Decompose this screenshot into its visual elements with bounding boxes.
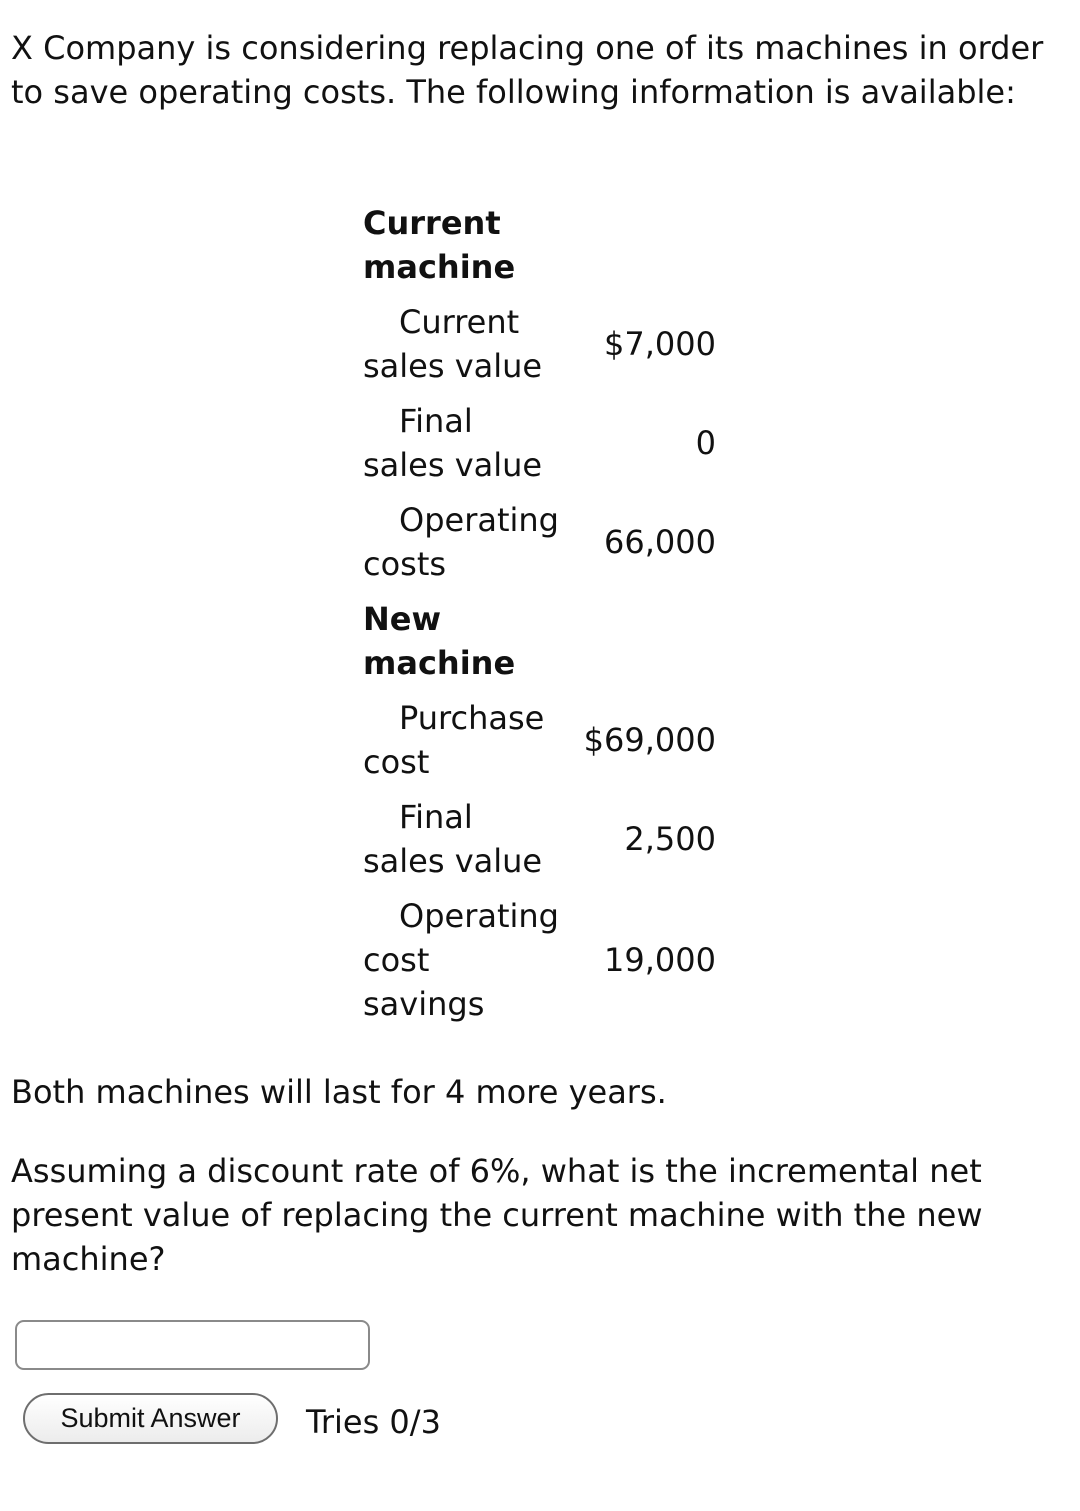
row-label-first-line: Current <box>399 303 520 341</box>
new-purchase-cost-amount: $69,000 <box>583 721 716 759</box>
question-text: Assuming a discount rate of 6%, what is the incremental net present value of replacing the current machine with the new machine? <box>11 1152 983 1278</box>
row-label-rest: cost <box>363 743 430 781</box>
submit-answer-button[interactable]: Submit Answer <box>23 1393 278 1444</box>
row-label-rest: sales value <box>363 446 543 484</box>
new-final-sales-value-amount: 2,500 <box>624 820 716 858</box>
row-label-first-line: Final <box>399 402 473 440</box>
new-operating-cost-savings-amount: 19,000 <box>604 941 716 979</box>
row-label-rest: sales value <box>363 347 543 385</box>
current-final-sales-value-label <box>363 399 573 487</box>
current-machine-heading: Current machine <box>363 204 516 286</box>
new-final-sales-value-label <box>363 795 573 883</box>
problem-intro: X Company is considering replacing one of its machines in order to save operating costs. The following information is available: <box>11 29 1044 111</box>
row-label-rest: costs <box>363 545 447 583</box>
tries-counter: Tries 0/3 <box>306 1403 441 1441</box>
new-purchase-cost-label <box>363 696 573 784</box>
row-label-rest: cost savings <box>363 941 485 1023</box>
new-operating-cost-savings-label <box>363 894 559 1026</box>
row-label-first-line: Purchase <box>399 699 545 737</box>
current-sales-value-amount: $7,000 <box>604 325 716 363</box>
row-label-first-line: Operating <box>399 897 559 935</box>
row-label-first-line: Final <box>399 798 473 836</box>
new-machine-heading: New machine <box>363 600 516 682</box>
current-sales-value-label <box>363 300 573 388</box>
machine-life-text: Both machines will last for 4 more years. <box>11 1073 667 1111</box>
answer-input[interactable] <box>15 1320 370 1370</box>
current-final-sales-value-amount: 0 <box>695 424 716 462</box>
row-label-rest: sales value <box>363 842 543 880</box>
row-label-first-line: Operating <box>399 501 559 539</box>
current-operating-costs-amount: 66,000 <box>604 523 716 561</box>
current-operating-costs-label <box>363 498 573 586</box>
